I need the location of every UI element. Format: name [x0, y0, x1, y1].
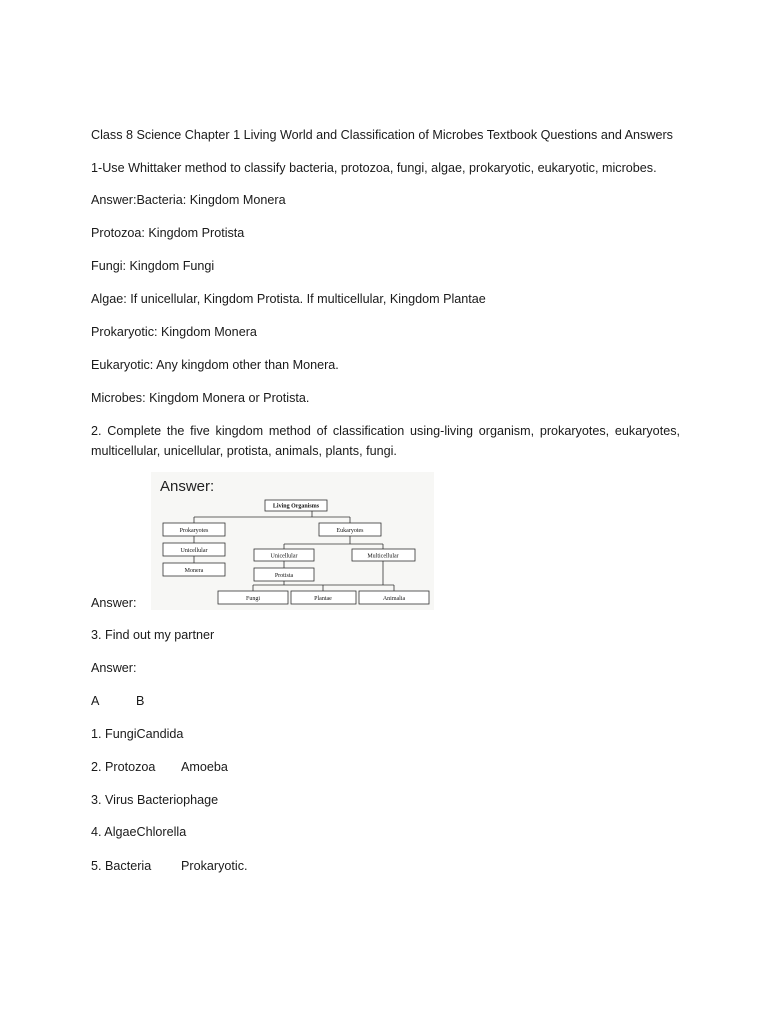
node-label: Living Organisms	[272, 503, 320, 510]
node-label: Unicellular	[270, 553, 298, 560]
answer-line: Fungi: Kingdom Fungi	[91, 259, 215, 273]
node-monera	[163, 563, 225, 576]
match-item-a: 5. Bacteria	[91, 859, 152, 873]
node-label: Protista	[274, 573, 294, 579]
match-item-b: Prokaryotic.	[181, 859, 248, 873]
answer-line: Protozoa: Kingdom Protista	[91, 226, 245, 240]
match-item-a: 3. Virus	[91, 793, 134, 807]
answer-line: Prokaryotic: Kingdom Monera	[91, 325, 257, 339]
column-header-b: B	[136, 694, 145, 708]
node-label: Eukaryotes	[336, 528, 364, 534]
match-item-b: Chlorella	[136, 825, 187, 839]
answer-line: Eukaryotic: Any kingdom other than Monera.	[91, 358, 339, 372]
node-label: Plantae	[314, 596, 332, 602]
node-living-organisms	[265, 500, 327, 511]
match-item-a: 2. Protozoa	[91, 760, 156, 774]
match-item-a: 4. Algae	[91, 825, 137, 839]
match-row	[91, 759, 155, 775]
answer-label: Answer:	[91, 661, 137, 675]
answer-line: Algae: If unicellular, Kingdom Protista. If multicellular, Kingdom Plantae	[91, 292, 486, 306]
node-plantae	[291, 591, 356, 604]
node-label: Multicellular	[367, 553, 399, 560]
match-row	[91, 726, 183, 742]
node-animalia	[359, 591, 429, 604]
node-label: Prokaryotes	[179, 528, 209, 534]
question-2	[91, 421, 680, 461]
figure-heading: Answer:	[160, 478, 215, 495]
question-2-line-2: multicellular, unicellular, protista, animals, plants, fungi.	[91, 444, 397, 458]
match-item-b: Candida	[136, 727, 184, 741]
node-eukaryotes	[319, 523, 381, 536]
answer-label: Answer:	[91, 596, 137, 610]
classification-diagram	[151, 472, 434, 610]
node-prokaryotes	[163, 523, 225, 536]
node-label: Animalia	[382, 596, 406, 602]
match-row	[91, 858, 151, 874]
node-label: Monera	[184, 568, 204, 574]
document-title: Class 8 Science Chapter 1 Living World and Classification of Microbes Textbook Questions and Answers	[91, 128, 673, 142]
match-row	[91, 824, 186, 840]
column-header-a: A	[91, 694, 100, 708]
node-label: Fungi	[245, 596, 261, 602]
classification-tree	[151, 472, 434, 610]
node-fungi	[218, 591, 288, 604]
node-label: Unicellular	[180, 548, 208, 554]
question-3: 3. Find out my partner	[91, 628, 215, 642]
match-row	[91, 792, 218, 808]
node-multicellular	[352, 549, 415, 561]
question-2-line-1: 2. Complete the five kingdom method of classification using-living organism, prokaryotes, eukaryotes,	[91, 424, 680, 438]
question-1: 1-Use Whittaker method to classify bacteria, protozoa, fungi, algae, prokaryotic, eukaryotic, microbes.	[91, 161, 657, 175]
match-item-a: 1. Fungi	[91, 727, 137, 741]
answer-line: Microbes: Kingdom Monera or Protista.	[91, 391, 310, 405]
node-protista	[254, 568, 314, 581]
node-prokaryote-unicellular	[163, 543, 225, 556]
match-item-b: Amoeba	[181, 760, 228, 774]
answer-line: Answer:Bacteria: Kingdom Monera	[91, 193, 286, 207]
node-eukaryote-unicellular	[254, 549, 314, 561]
match-item-b: Bacteriophage	[136, 793, 219, 807]
